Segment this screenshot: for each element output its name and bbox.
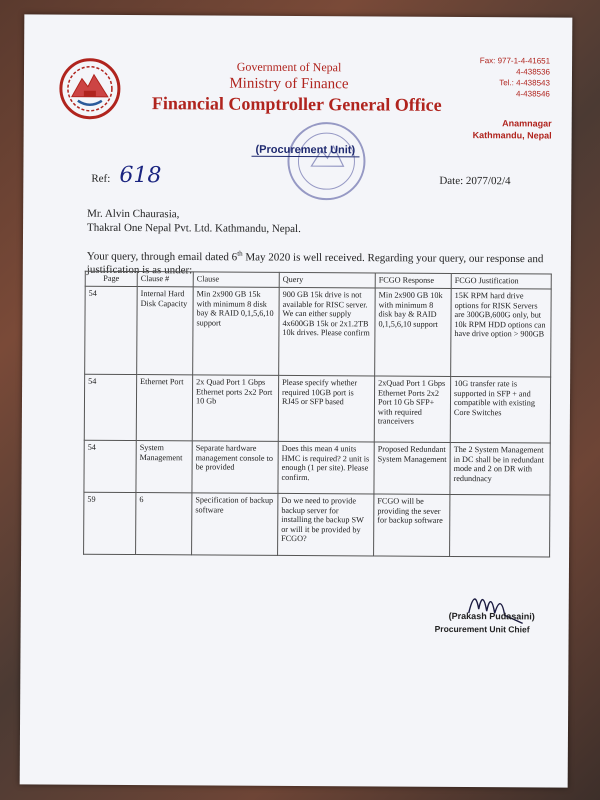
cell-justification: 10G transfer rate is supported in SFP + and compatible with existing Core Switches <box>450 376 550 443</box>
address-line-1: Anamnagar <box>502 118 552 129</box>
cell-clause: Separate hardware management console to be provided <box>192 441 278 494</box>
nepal-emblem-icon <box>58 57 122 121</box>
cell-clause-number: Internal Hard Disk Capacity <box>137 287 194 375</box>
addressee-block <box>87 207 301 236</box>
intro-text-2: May 2020 is well received. Regarding your query, our response and justification is as under: <box>86 251 544 277</box>
tel-number: Tel.: 4-438543 <box>499 78 550 88</box>
cell-clause: Specification of backup software <box>192 493 278 556</box>
cell-response: Proposed Redundant System Management <box>374 442 450 494</box>
table-row <box>84 492 550 557</box>
cell-query: 900 GB 15k drive is not available for RISC server. We can either supply 4x600GB 15k or 2x1.2TB 10k drives. Please confirm <box>279 287 376 376</box>
ref-number-handwritten: 618 <box>119 162 162 189</box>
addressee-company: Thakral One Nepal Pvt. Ltd. Kathmandu, Nepal. <box>87 221 301 236</box>
intro-text-1: Your query, through email dated 6 <box>86 250 238 264</box>
header-page: Page <box>85 271 137 286</box>
cell-page: 59 <box>84 492 136 554</box>
header-fcgo-response: FCGO Response <box>375 273 451 288</box>
cell-justification: 15K RPM hard drive options for RISK Servers are 300GB,600G only, but 10k RPM HDD options can have drive option > 900GB <box>451 288 552 377</box>
signatory-name: (Prakash Pudasaini) <box>448 610 535 622</box>
cell-query: Please specify whether required 10GB port is RJ45 or SFP based <box>278 375 374 442</box>
fax-number: Fax: 977-1-4-41651 <box>479 56 551 66</box>
query-response-table <box>83 271 552 558</box>
office-stamp-icon <box>281 116 372 207</box>
ref-label: Ref: <box>91 172 111 185</box>
cell-page: 54 <box>84 440 136 492</box>
table-row <box>84 440 550 495</box>
cell-clause-number: Ethernet Port <box>136 375 192 441</box>
office-address <box>444 117 552 142</box>
signatory-title: Procurement Unit Chief <box>434 623 530 635</box>
cell-query: Do we need to provide backup server for installing the backup SW or will it be provided by FCGO? <box>278 493 374 556</box>
cell-response: Min 2x900 GB 10k with minimum 8 disk bay & RAID 0,1,5,6,10 support <box>375 288 452 376</box>
table-row <box>85 286 552 377</box>
cell-response: FCGO will be providing the sever for backup software <box>374 494 450 556</box>
cell-clause-number: System Management <box>136 441 192 493</box>
addressee-name: Mr. Alvin Chaurasia, <box>87 207 180 221</box>
cell-response: 2xQuad Port 1 Gbps Ethernet Ports 2x2 Port 10 Gb SFP+ with required tranceivers <box>374 376 450 442</box>
table-row <box>84 374 550 443</box>
intro-superscript: th <box>237 249 243 258</box>
cell-clause: Min 2x900 GB 15k with minimum 8 disk bay & RAID 0,1,5,6,10 support <box>193 287 280 376</box>
cell-justification: The 2 System Management in DC shall be in redundant mode and 2 on DR with redundnacy <box>450 442 550 495</box>
cell-clause: 2x Quad Port 1 Gbps Ethernet ports 2x2 Port 10 Gb <box>192 375 278 442</box>
letter-page <box>20 14 573 787</box>
header-clause-number: Clause # <box>137 272 193 287</box>
cell-query: Does this mean 4 units HMC is required? 2 unit is enough (1 per site). Please confirm. <box>278 441 374 494</box>
office-heading: Financial Comptroller General Office <box>151 93 442 115</box>
tel-number-2: 4-438546 <box>516 89 550 99</box>
cell-page: 54 <box>85 286 138 374</box>
cell-justification <box>450 494 550 557</box>
letter-date: Date: 2077/02/4 <box>439 174 511 188</box>
address-line-2: Kathmandu, Nepal <box>472 130 552 141</box>
cell-page: 54 <box>84 374 136 440</box>
government-heading: Government of Nepal <box>236 59 342 75</box>
procurement-unit-title: (Procurement Unit) <box>251 144 359 158</box>
contact-block <box>460 55 550 100</box>
fax-number-2: 4-438536 <box>516 67 551 77</box>
ministry-heading: Ministry of Finance <box>229 75 349 93</box>
cell-clause-number: 6 <box>136 493 192 555</box>
header-fcgo-justification: FCGO Justification <box>451 273 551 289</box>
header-query: Query <box>279 272 375 288</box>
header-clause: Clause <box>193 272 279 288</box>
